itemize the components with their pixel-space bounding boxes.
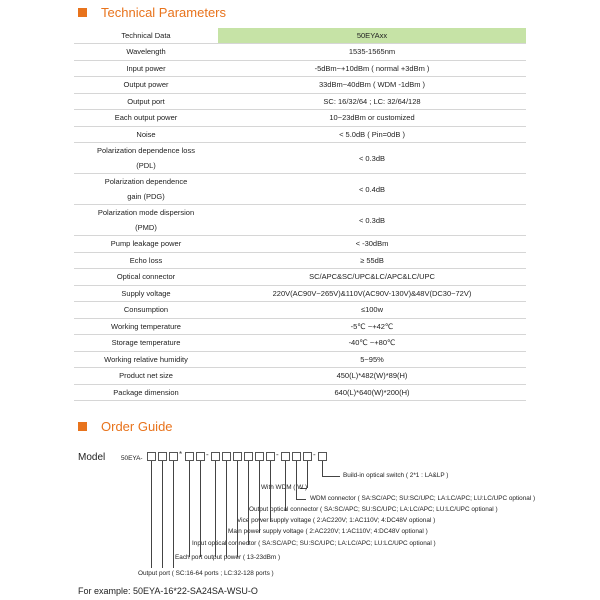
section-square-icon xyxy=(78,8,87,17)
param-name: Working relative humidity xyxy=(74,351,218,368)
connector-line xyxy=(285,461,286,511)
param-value: 33dBm~40dBm ( WDM -1dBm ) xyxy=(218,77,526,94)
param-name: Polarization dependence gain (PDG) xyxy=(74,174,218,205)
param-name: Input power xyxy=(74,60,218,77)
table-row xyxy=(74,384,526,401)
connector-line xyxy=(215,461,216,557)
code-box xyxy=(266,452,275,461)
connector-line xyxy=(173,461,174,568)
option-label: Build-in optical switch ( 2*1 : LA&LP ) xyxy=(343,472,449,479)
param-value: SC/APC&SC/UPC&LC/APC&LC/UPC xyxy=(218,269,526,286)
connector-line xyxy=(151,461,152,568)
connector-line xyxy=(200,461,201,557)
connector-line xyxy=(259,461,260,533)
param-value: 450(L)*482(W)*89(H) xyxy=(218,368,526,385)
code-separator: * xyxy=(179,450,183,459)
table-row xyxy=(74,60,526,77)
table-row xyxy=(74,126,526,143)
table-header-row xyxy=(74,28,526,44)
technical-parameters-title xyxy=(78,5,226,20)
param-value: 640(L)*640(W)*200(H) xyxy=(218,384,526,401)
option-label: Output port ( SC:16-64 ports ; LC:32-128 ports ) xyxy=(138,570,274,577)
option-label: Vice power supply voltage ( 2:AC220V; 1:AC110V; 4:DC48V optional ) xyxy=(237,517,436,524)
param-name: Each output power xyxy=(74,110,218,127)
table-row xyxy=(74,236,526,253)
param-value: 10~23dBm or customized xyxy=(218,110,526,127)
technical-parameters-table xyxy=(74,28,526,401)
param-name: Wavelength xyxy=(74,44,218,61)
connector-line xyxy=(237,461,238,557)
header-cell: Technical Data xyxy=(74,28,218,44)
table-row xyxy=(74,302,526,319)
option-label: Each port output power ( 13-23dBm ) xyxy=(175,554,281,561)
param-name: Supply voltage xyxy=(74,285,218,302)
param-value: 220V(AC90V~265V)&110V(AC90V-130V)&48V(DC30~72V) xyxy=(218,285,526,302)
param-name: Pump leakage power xyxy=(74,236,218,253)
connector-line xyxy=(296,499,306,500)
table-row xyxy=(74,44,526,61)
code-box xyxy=(233,452,242,461)
param-value: ≤100w xyxy=(218,302,526,319)
table-row xyxy=(74,269,526,286)
code-box xyxy=(158,452,167,461)
connector-line xyxy=(162,461,163,568)
model-prefix: 50EYA- xyxy=(121,455,143,462)
param-name: Output port xyxy=(74,93,218,110)
code-box xyxy=(185,452,194,461)
param-value: 5~95% xyxy=(218,351,526,368)
table-row xyxy=(74,252,526,269)
connector-line xyxy=(226,461,227,557)
param-value: < 0.3dB xyxy=(218,205,526,236)
param-name: Polarization mode dispersion (PMD) xyxy=(74,205,218,236)
code-box xyxy=(196,452,205,461)
connector-line xyxy=(270,461,271,522)
option-label: Main power supply voltage ( 2:AC220V; 1:AC110V; 4:DC48V optional ) xyxy=(228,528,428,535)
param-name: Storage temperature xyxy=(74,335,218,352)
param-value: SC: 16/32/64 ; LC: 32/64/128 xyxy=(218,93,526,110)
code-box xyxy=(292,452,301,461)
param-value: -40℃ ~+80℃ xyxy=(218,335,526,352)
connector-line xyxy=(189,461,190,557)
section-title-text: Order Guide xyxy=(101,419,173,434)
table-row xyxy=(74,285,526,302)
connector-line xyxy=(248,461,249,545)
code-separator: - xyxy=(276,450,279,459)
table-row xyxy=(74,110,526,127)
table-row xyxy=(74,93,526,110)
code-box xyxy=(169,452,178,461)
table-row xyxy=(74,368,526,385)
param-name: Optical connector xyxy=(74,269,218,286)
param-name: Echo loss xyxy=(74,252,218,269)
param-value: -5℃ ~+42℃ xyxy=(218,318,526,335)
connector-line xyxy=(322,461,323,476)
table-row xyxy=(74,174,526,205)
code-box xyxy=(147,452,156,461)
option-label: WDM connector ( SA:SC/APC; SU:SC/UPC; LA:LC/APC; LU:LC/UPC optional ) xyxy=(310,495,536,502)
order-example: For example: 50EYA-16*22-SA24SA-WSU-O xyxy=(78,586,258,596)
table-row xyxy=(74,318,526,335)
code-box xyxy=(211,452,220,461)
option-label: Input optical connector ( SA:SC/APC; SU:SC/UPC; LA:LC/APC; LU:LC/UPC optional ) xyxy=(192,540,436,547)
table-row xyxy=(74,205,526,236)
code-box xyxy=(255,452,264,461)
code-box xyxy=(303,452,312,461)
code-separator: - xyxy=(313,450,316,459)
param-value: < -30dBm xyxy=(218,236,526,253)
model-label: Model xyxy=(78,452,106,463)
param-value: < 0.4dB xyxy=(218,174,526,205)
code-separator: - xyxy=(206,450,209,459)
param-name: Output power xyxy=(74,77,218,94)
table-row xyxy=(74,77,526,94)
param-value: < 5.0dB ( Pin=0dB ) xyxy=(218,126,526,143)
param-value: 1535-1565nm xyxy=(218,44,526,61)
param-name: Noise xyxy=(74,126,218,143)
table-row xyxy=(74,143,526,174)
order-guide-title xyxy=(78,419,173,434)
option-label: Output optical connector ( SA:SC/APC; SU:SC/UPC; LA:LC/APC; LU:LC/UPC optional ) xyxy=(249,506,498,513)
code-box xyxy=(318,452,327,461)
table-row xyxy=(74,335,526,352)
code-box xyxy=(244,452,253,461)
param-name: Consumption xyxy=(74,302,218,319)
param-value: -5dBm~+10dBm ( normal +3dBm ) xyxy=(218,60,526,77)
section-square-icon xyxy=(78,422,87,431)
code-box xyxy=(222,452,231,461)
param-name: Working temperature xyxy=(74,318,218,335)
param-value: < 0.3dB xyxy=(218,143,526,174)
header-cell: 50EYAxx xyxy=(218,28,526,44)
param-name: Polarization dependence loss (PDL) xyxy=(74,143,218,174)
connector-line xyxy=(296,461,297,499)
param-value: ≥ 55dB xyxy=(218,252,526,269)
section-title-text: Technical Parameters xyxy=(101,5,226,20)
param-name: Package dimension xyxy=(74,384,218,401)
option-label: With WDM ( W ) xyxy=(261,484,308,491)
connector-line xyxy=(322,476,340,477)
code-box xyxy=(281,452,290,461)
param-name: Product net size xyxy=(74,368,218,385)
table-row xyxy=(74,351,526,368)
